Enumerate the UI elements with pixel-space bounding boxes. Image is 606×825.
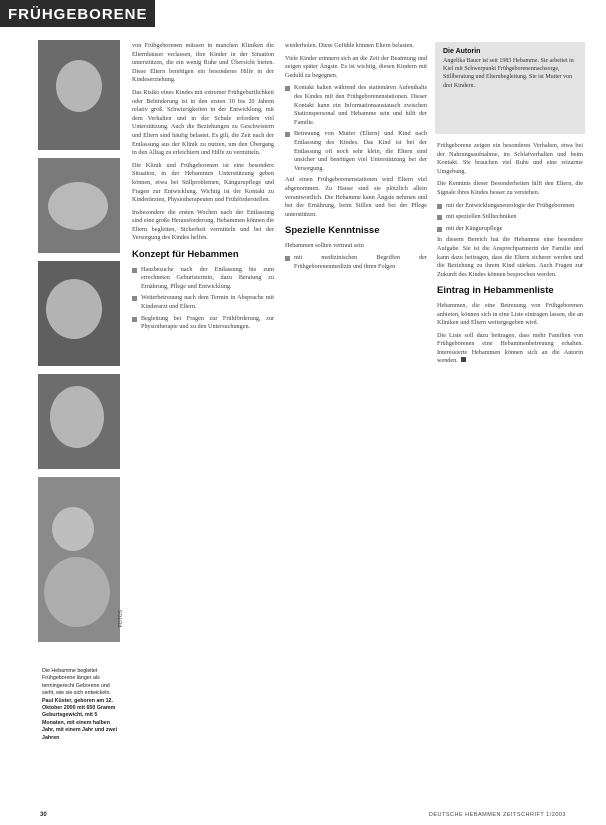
paragraph: Frühgeborene zeigen ein besonderes Verhalten, etwa bei der Nahrungsaufnahme, im Schlafverhalten und beim Kontakt. Sie brauchen viel Ruhe und eine reizarme Umgebung.: [437, 142, 583, 175]
end-mark-icon: [461, 357, 466, 362]
bullet-item: mit der Entwicklungsneurologie der Frühgeborenen: [437, 202, 583, 211]
baby-photo-4: [38, 374, 120, 469]
paragraph: Das Risiko eines Kindes mit extremer Frühgeburtlichkeit oder Behinderung ist in den ersten 10 bis 20 Jahren relativ groß. Schwierigkeiten in der Entwicklung, mit dem Verhalten und in der Schule erfordern viel Unterstützung. Auch die Beziehungen zu Geschwistern und Eltern sind häufig belastet. Es gilt, die Zeit nach der Entlassung aus der Klinik zu nutzen, um den Übergang in den Alltag zu erleichtern und Hilfe zu vermitteln.: [132, 88, 274, 157]
bullet-item: Betreuung von Mutter (Eltern) und Kind nach Entlassung des Kindes. Das Kind ist bei der Entlassung oft noch sehr klein, die Eltern sind unsicher und benötigen viel Unterstützung bei der Versorgung.: [285, 130, 427, 173]
bullet-item: Weiterbetreuung nach dem Termin in Absprache mit Kinderarzt und Eltern.: [132, 294, 274, 311]
paragraph-text: Die Liste soll dazu beitragen, dass mehr Familien von Frühgeborenen eine Hebammenbetreuung erhalten. Interessierte Hebammen können sich an die Autorin wenden.: [437, 331, 583, 365]
section-header: [0, 0, 155, 27]
author-box-title: Die Autorin: [443, 48, 481, 55]
bullet-item: mit der Kängurupflege: [437, 225, 583, 234]
photo-credit: FOTOS: [118, 610, 124, 628]
baby-photo-3: [38, 261, 120, 366]
caption-bold: Paul Küster, geboren am 12. Oktober 2000 mit 650 Gramm Geburtsgewicht, mit 5 Monaten, mit einem halben Jahr, mit einem Jahr und zwei Jahren: [42, 697, 118, 741]
baby-photo-2: [38, 158, 120, 253]
section-heading: Konzept für Hebammen: [132, 249, 239, 261]
paragraph: wiederholen. Diese Gefühle können Eltern belasten.: [285, 42, 415, 49]
paragraph: [437, 332, 583, 366]
paragraph: Insbesondere die ersten Wochen nach der Entlassung sind eine große Herausforderung. Hebammen können die Eltern begleiten, Sicherheit vermitteln und bei der Versorgung des Kindes helfen.: [132, 208, 274, 242]
bullet-item: mit speziellen Stilltechniken: [437, 213, 583, 222]
section-heading: Eintrag in Hebammenliste: [437, 285, 554, 297]
caption-text: Die Hebamme begleitet Frühgeborene länger als termingerecht Geborene und sieht, wie sie sich entwickeln.: [42, 668, 111, 697]
column-2: [285, 42, 427, 275]
section-heading: Spezielle Kenntnisse: [285, 225, 380, 237]
baby-photo-1: [38, 40, 120, 150]
column-1: [132, 42, 274, 335]
bullet-item: Begleitung bei Fragen zur Frühförderung, zur Physiotherapie und zu den Untersuchungen.: [132, 315, 274, 332]
bullet-item: mit medizinischen Begriffen der Frühgeborenenmedizin und ihren Folgen: [285, 254, 427, 271]
paragraph: von Frühgeborenen müssen in manchen Kliniken die Elternhäuser verlassen, ihre Kinder in der Situation unterstützen, die ein wenig Ruhe und Übersicht bieten. Diese Eltern benötigen ein besonderes Hilfe in der Kindeserziehung.: [132, 42, 274, 84]
baby-photo-5: [38, 477, 120, 642]
paragraph: Auf einen Frühgeborenenstationen wird Eltern viel abgenommen. Zu Hause sind sie plötzlich allein verantwortlich. Die Hebamme kann Ängste nehmen und bei der Ernährung, beim Stillen und bei der Pflege unterstützen.: [285, 176, 427, 218]
paragraph: Viele Kinder erinnern sich an die Zeit der Beatmung und zeigen später Ängste. Es ist wichtig, diesen Kindern mit Geduld zu begegnen.: [285, 54, 427, 79]
paragraph: Die Kenntnis dieser Besonderheiten hilft den Eltern, die Signale ihres Kindes besser zu verstehen.: [437, 180, 583, 196]
page-number: 30: [40, 812, 47, 818]
photo-caption: [42, 668, 122, 742]
photo-column: [38, 40, 120, 650]
author-box-text: Angelika Bauer ist seit 1983 Hebamme. Sie arbeitet in Kiel mit Schwerpunkt Frühgeborenennachsorge, Stillberatung und Elternbegleitung. Sie ist Mutter von drei Kindern.: [443, 58, 574, 89]
bullet-item: Kontakt halten während des stationären Aufenthalts des Kindes mit den Frühgeborenenstationen. Dieser Kontakt kann ein Informationsaustausch zwischen Stationspersonal und Hebamme sein und hilft der Familie.: [285, 84, 427, 127]
column-3: [437, 142, 583, 370]
paragraph: Hebammen sollten vertraut sein: [285, 241, 364, 249]
paragraph: Hebammen, die eine Betreuung von Frühgeborenen anbieten, können sich in eine Liste eintragen lassen, die an Kliniken und Eltern weitergegeben wird.: [437, 301, 583, 327]
section-title: FRÜHGEBORENE: [8, 6, 148, 23]
bullet-item: Hausbesuche nach der Entlassung bis zum errechneten Geburtstermin, dazu Beratung zu Ernährung, Pflege und Entwicklung.: [132, 266, 274, 292]
author-box: [435, 42, 585, 134]
paragraph: Die Klinik und Frühgeborenen ist eine besondere Situation, in der Hebammen Unterstützung geben können, etwa bei Stillproblemen, Kängurupflege und Fragen zur Entwicklung. Wichtig ist der Kontakt zu Kinderärzten, Physiotherapeuten und Frühförderstellen.: [132, 161, 274, 204]
journal-name: DEUTSCHE HEBAMMEN ZEITSCHRIFT 1/2003: [428, 812, 566, 818]
paragraph: In diesem Bereich hat die Hebamme eine besondere Aufgabe. Sie ist die Ansprechpartnerin der Familie und kann dazu beitragen, dass die Eltern sicherer werden und die Beziehung zu ihrem Kind stärken. Auch Fragen zur Zukunft des Kindes können besprochen werden.: [437, 236, 583, 278]
